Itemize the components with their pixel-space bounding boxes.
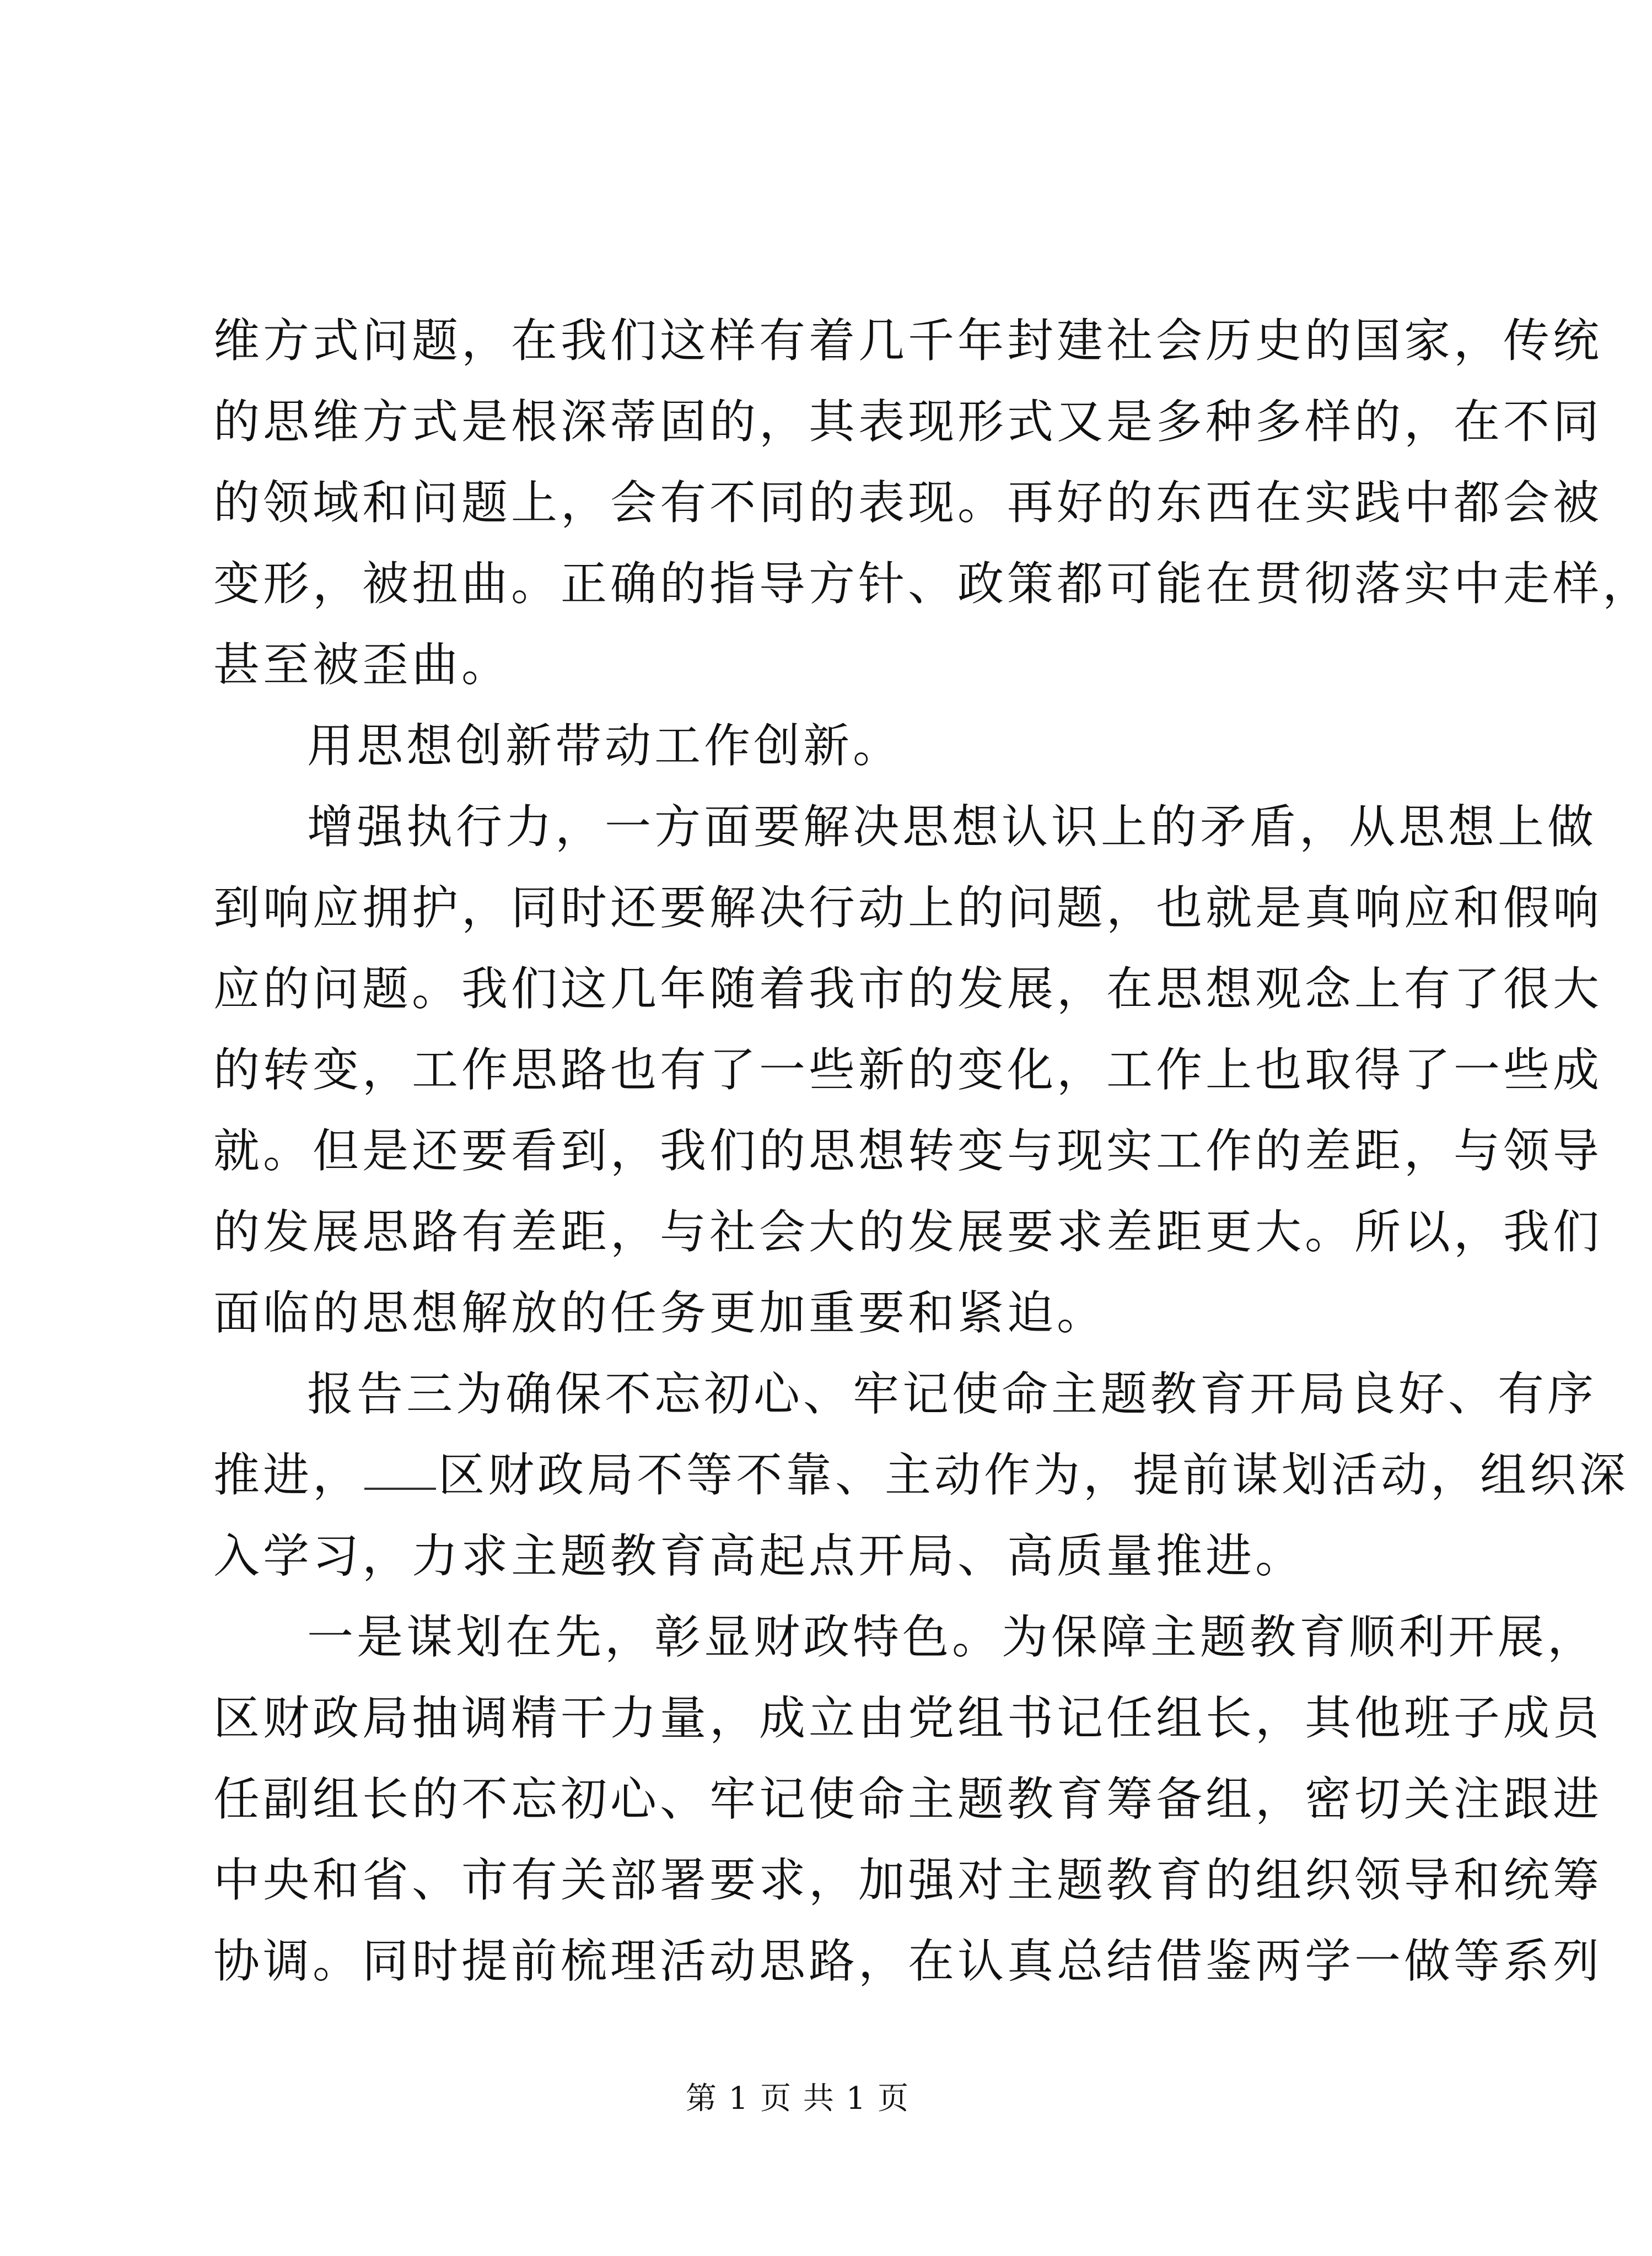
text-line: 中央和省、市有关部署要求，加强对主题教育的组织领导和统筹	[213, 1853, 1603, 1907]
text-segment: 推进，	[213, 1448, 363, 1502]
text-line: 报告三为确保不忘初心、牢记使命主题教育开局良好、有序	[307, 1367, 1597, 1421]
document-body	[213, 300, 1652, 2002]
text-line: 的发展思路有差距，与社会大的发展要求差距更大。所以，我们	[213, 1205, 1603, 1259]
text-line: 协调。同时提前梳理活动思路，在认真总结借鉴两学一做等系列	[213, 1934, 1603, 1988]
text-line: 到响应拥护，同时还要解决行动上的问题，也就是真响应和假响	[213, 881, 1603, 935]
fill-in-blank	[364, 1485, 436, 1490]
text-line: 的转变，工作思路也有了一些新的变化，工作上也取得了一些成	[213, 1043, 1603, 1097]
text-line: 应的问题。我们这几年随着我市的发展，在思想观念上有了很大	[213, 962, 1603, 1016]
text-line: 的领域和问题上，会有不同的表现。再好的东西在实践中都会被	[213, 476, 1603, 530]
page-footer: 第 1 页 共 1 页	[685, 2081, 910, 2117]
text-line: 增强执行力，一方面要解决思想认识上的矛盾，从思想上做	[307, 800, 1597, 854]
text-line: 面临的思想解放的任务更加重要和紧迫。	[213, 1286, 1107, 1340]
text-line: 入学习，力求主题教育高起点开局、高质量推进。	[213, 1529, 1305, 1583]
text-line: 就。但是还要看到，我们的思想转变与现实工作的差距，与领导	[213, 1124, 1603, 1178]
text-line-with-blank	[213, 1435, 1629, 1516]
text-segment: 区财政局不等不靠、主动作为，提前谋划活动，组织深	[438, 1448, 1629, 1502]
text-line: 甚至被歪曲。	[213, 638, 512, 692]
text-line: 区财政局抽调精干力量，成立由党组书记任组长，其他班子成员	[213, 1691, 1603, 1745]
text-line: 变形，被扭曲。正确的指导方针、政策都可能在贯彻落实中走样，	[213, 557, 1652, 611]
text-line: 的思维方式是根深蒂固的，其表现形式又是多种多样的，在不同	[213, 395, 1603, 449]
text-line: 维方式问题，在我们这样有着几千年封建社会历史的国家，传统	[213, 314, 1603, 368]
text-line: 用思想创新带动工作创新。	[307, 719, 903, 773]
text-line: 任副组长的不忘初心、牢记使命主题教育筹备组，密切关注跟进	[213, 1772, 1603, 1826]
text-line: 一是谋划在先，彰显财政特色。为保障主题教育顺利开展，	[307, 1610, 1597, 1664]
